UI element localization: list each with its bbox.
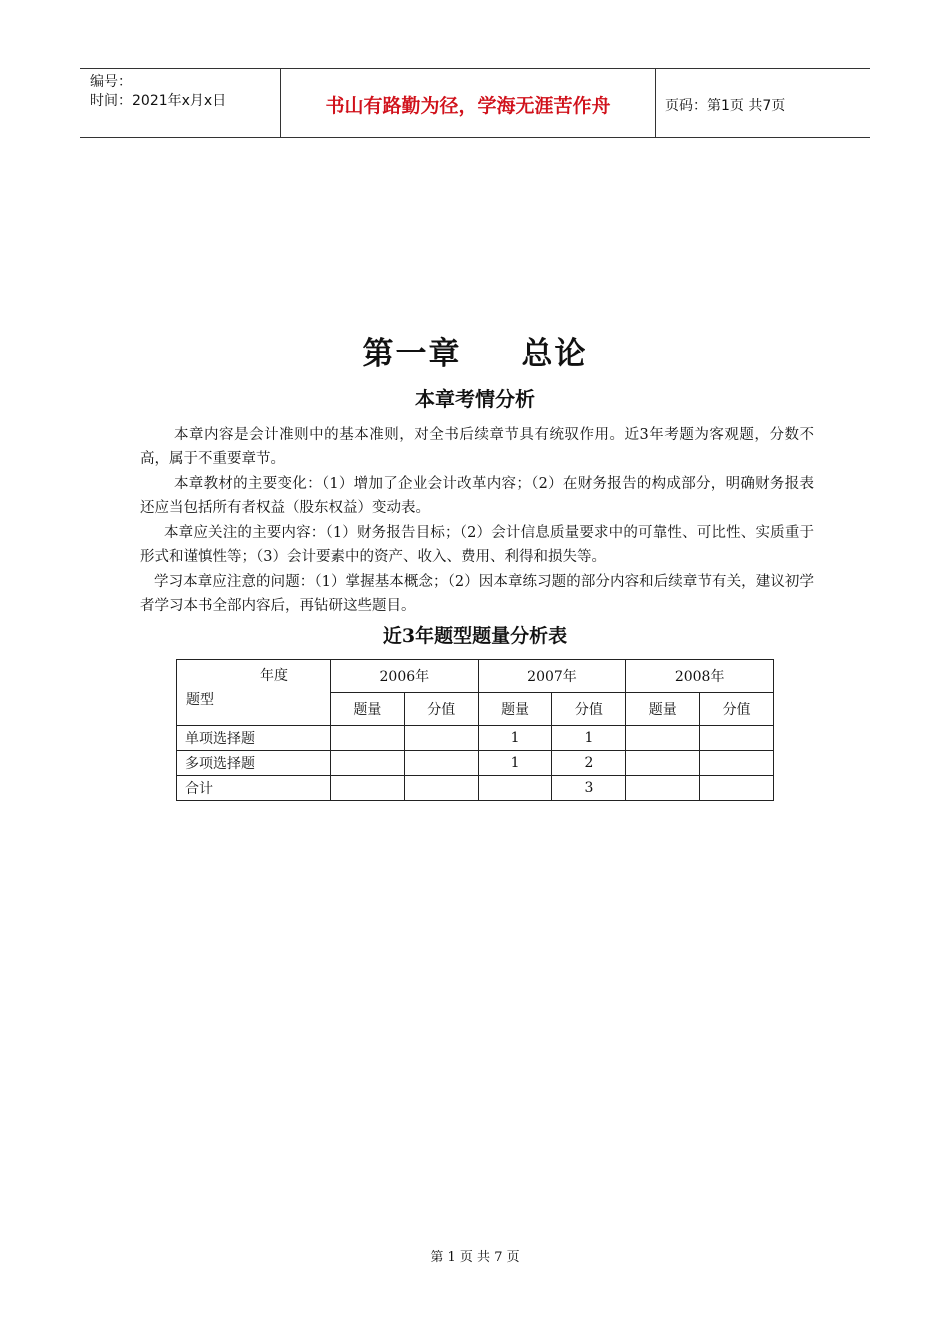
row-label: 单项选择题 <box>177 726 331 751</box>
year-header: 2006年 <box>331 660 479 693</box>
time-label: 时间：2021年x月x日 <box>90 93 227 109</box>
table-cell: 3 <box>552 776 626 801</box>
sub-header: 题量 <box>478 693 552 726</box>
year-header: 2008年 <box>626 660 774 693</box>
paragraph: 本章应关注的主要内容：（1）财务报告目标；（2）会计信息质量要求中的可靠性、可比性、实质重于形式和谨慎性等；（3）会计要素中的资产、收入、费用、利得和损失等。 <box>140 525 814 565</box>
header-motto: 书山有路勤为径，学海无涯苦作舟 <box>325 95 611 117</box>
chapter-name: 总论 <box>521 336 588 372</box>
table-cell: 1 <box>478 751 552 776</box>
table-title: 近3年题型题量分析表 <box>382 625 568 647</box>
sub-header: 题量 <box>626 693 700 726</box>
table-row <box>177 776 774 801</box>
page-header <box>80 68 870 138</box>
corner-type-label: 题型 <box>186 692 214 708</box>
table-row <box>177 751 774 776</box>
corner-year-label: 年度 <box>260 668 288 684</box>
table-cell <box>331 776 405 801</box>
table-cell <box>404 751 478 776</box>
header-divider <box>655 69 656 137</box>
table-cell: 1 <box>478 726 552 751</box>
table-cell <box>626 776 700 801</box>
table-cell: 2 <box>552 751 626 776</box>
sub-header: 分值 <box>404 693 478 726</box>
table-cell <box>700 751 774 776</box>
table-corner-cell <box>177 660 331 726</box>
number-label: 编号： <box>90 74 132 90</box>
sub-header: 题量 <box>331 693 405 726</box>
header-page-info: 页码：第1页 共7页 <box>665 98 786 114</box>
header-meta <box>90 73 226 111</box>
paragraph: 学习本章应注意的问题：（1）掌握基本概念；（2）因本章练习题的部分内容和后续章节有关，建议初学者学习本书全部内容后，再钻研这些题目。 <box>140 574 814 614</box>
table-header-row <box>177 660 774 693</box>
sub-header: 分值 <box>700 693 774 726</box>
table-cell <box>331 751 405 776</box>
table-cell <box>626 751 700 776</box>
paragraph: 本章内容是会计准则中的基本准则，对全书后续章节具有统驭作用。近3年考题为客观题，分数不高，属于不重要章节。 <box>140 427 814 467</box>
table-cell <box>331 726 405 751</box>
year-header: 2007年 <box>478 660 626 693</box>
row-label: 多项选择题 <box>177 751 331 776</box>
question-analysis-table <box>176 659 774 801</box>
table-cell <box>404 726 478 751</box>
table-row <box>177 726 774 751</box>
table-cell <box>478 776 552 801</box>
row-label: 合计 <box>177 776 331 801</box>
table-cell <box>404 776 478 801</box>
table-cell <box>626 726 700 751</box>
table-cell: 1 <box>552 726 626 751</box>
table-cell <box>700 776 774 801</box>
table-cell <box>700 726 774 751</box>
section-title: 本章考情分析 <box>415 387 535 411</box>
paragraph: 本章教材的主要变化：（1）增加了企业会计改革内容；（2）在财务报告的构成部分，明确财务报表还应当包括所有者权益（股东权益）变动表。 <box>140 476 814 516</box>
chapter-title <box>0 328 950 373</box>
chapter-number: 第一章 <box>362 336 462 372</box>
sub-header: 分值 <box>552 693 626 726</box>
page-footer: 第 1 页 共 7 页 <box>430 1250 520 1265</box>
